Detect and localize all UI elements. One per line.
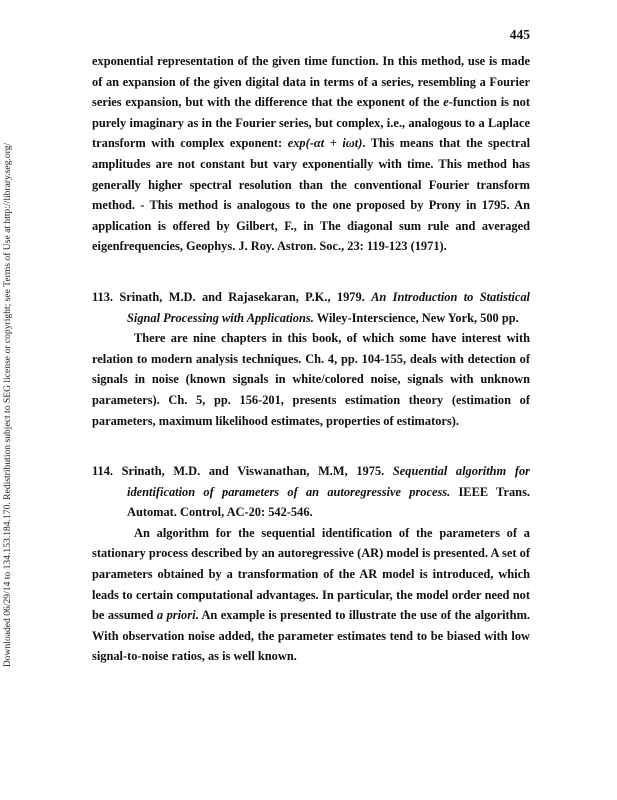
reference-entry-113 (92, 287, 530, 431)
page-number: 445 (509, 27, 530, 42)
entry-abstract: An algorithm for the sequential identification of the parameters of a stationary process described by an autoregressive (AR) model is presented. A set of parameters obtained by a transformation of the AR model is introduced, which leads to certain computational advantages. In particular, the model order need not be assumed a priori. An example is presented to illustrate the use of the algorithm. With observation noise added, the parameter estimates tend to be biased with low signal-to-noise ratios, as is well known. (92, 525, 530, 664)
continuation-paragraph: exponential representation of the given time function. In this method, use is made of an expansion of the given digital data in terms of a series, resembling a Fourier series expansion, but with the difference that the exponent of the e-function is not purely imaginary as in the Fourier series, but complex, i.e., analogous to a Laplace transform with complex exponent: exp(-αt + iωt). This means that the spectral amplitudes are not constant but vary exponentially with time. This method has generally higher spectral resolution than the conventional Fourier transform method. - This method is analogous to the one proposed by Prony in 1795. An application is offered by Gilbert, F., in The diagonal sum rule and averaged eigenfrequencies, Geophys. J. Roy. Astron. Soc., 23: 119-123 (1971). (92, 54, 531, 254)
entry-number: 114. (92, 464, 113, 479)
a-priori-term: a priori (156, 608, 196, 623)
citation (92, 287, 530, 328)
entry-publication: IEEE Trans. Automat. Control, AC-20: 542-546. (127, 484, 530, 520)
citation (92, 461, 530, 523)
download-notice: Downloaded 06/29/14 to 134.153.184.170. Redistribution subject to SEG license or copyright; see Terms of Use at http://library.seg.org/ (2, 142, 13, 668)
entry-number: 113. (92, 289, 113, 304)
entry-title: Sequential algorithm for identification of parameters of an autoregressive process. (127, 464, 530, 499)
page-body (92, 51, 530, 667)
reference-entry-114 (92, 461, 530, 667)
entry-publication: Wiley-Interscience, New York, 500 pp. (316, 310, 519, 325)
entry-abstract: There are nine chapters in this book, of which some have interest with relation to modern analysis techniques. Ch. 4, pp. 104-155, deals with detection of signals in noise (known signals in white/colored noise, signals with unknown parameters). Ch. 5, pp. 156-201, presents estimation theory (estimation of parameters, maximum likelihood estimates, properties of estimators). (92, 331, 530, 428)
entry-authors: Srinath, M.D. and Viswanathan, M.M, 1975. (121, 464, 385, 479)
entry-authors: Srinath, M.D. and Rajasekaran, P.K., 1979. (119, 289, 365, 304)
e-symbol: e (443, 95, 449, 110)
exponent-formula: exp(-αt + iωt) (287, 136, 363, 151)
entry-title: An Introduction to Statistical Signal Processing with Applications. (127, 289, 530, 325)
